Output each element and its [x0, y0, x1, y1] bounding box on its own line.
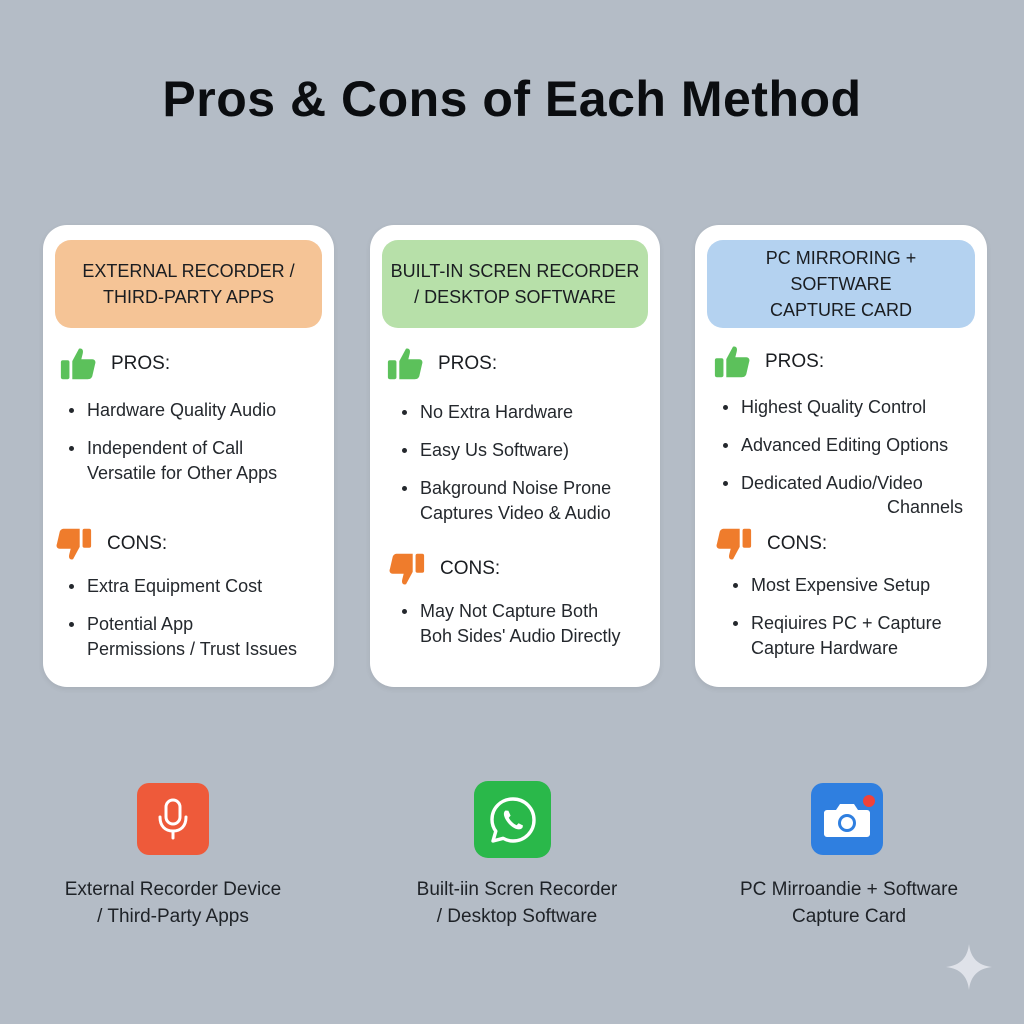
cons-list — [400, 599, 655, 662]
card-header: PC MIRRORING + SOFTWARE CAPTURE CARD — [707, 240, 975, 328]
thumbs-up-icon — [386, 345, 424, 383]
pros-item: Easy Us Software) — [400, 438, 655, 463]
pros-heading — [713, 343, 824, 381]
pros-item: Bakground Noise Prone Captures Video & Audio — [400, 476, 655, 526]
cons-heading — [388, 550, 500, 588]
thumbs-down-icon — [715, 525, 753, 563]
cons-label: CONS: — [107, 533, 168, 554]
microphone-icon — [153, 796, 193, 842]
camera-app-icon[interactable] — [811, 783, 883, 855]
pros-list — [721, 395, 983, 496]
card-header: EXTERNAL RECORDER / THIRD-PARTY APPS — [55, 240, 322, 328]
cons-item: Potential App Permissions / Trust Issues — [67, 612, 327, 662]
cons-heading — [715, 525, 827, 563]
app-caption-built-in-recorder: Built-iin Scren Recorder / Desktop Software — [416, 879, 618, 927]
cons-item: Reqiuires PC + Capture Capture Hardware — [731, 611, 983, 661]
pros-list — [67, 398, 327, 499]
card-header: BUILT-IN SCREN RECORDER / DESKTOP SOFTWARE — [382, 240, 648, 328]
whatsapp-app-icon[interactable] — [474, 781, 551, 858]
pros-item: No Extra Hardware — [400, 400, 655, 425]
cons-heading — [55, 525, 167, 563]
thumbs-down-icon — [55, 525, 93, 563]
pros-list — [400, 400, 655, 539]
whatsapp-icon — [486, 793, 540, 847]
pros-item: Independent of Call Versatile for Other Apps — [67, 436, 327, 486]
pros-item: Highest Quality Control — [721, 395, 983, 420]
cons-label: CONS: — [440, 558, 501, 579]
pros-item: Hardware Quality Audio — [67, 398, 327, 423]
method-card-external-recorder — [43, 225, 334, 687]
thumbs-up-icon — [59, 345, 97, 383]
app-caption-external-recorder: External Recorder Device / Third-Party Apps — [64, 879, 282, 927]
cons-item: Extra Equipment Cost — [67, 574, 327, 599]
cons-item: May Not Capture Both Boh Sides' Audio Directly — [400, 599, 655, 649]
sparkle-icon — [944, 942, 994, 992]
pros-label: PROS: — [111, 353, 171, 374]
thumbs-down-icon — [388, 550, 426, 588]
microphone-app-icon[interactable] — [137, 783, 209, 855]
pros-item: Advanced Editing Options — [721, 433, 983, 458]
thumbs-up-icon — [713, 343, 751, 381]
pros-label: PROS: — [765, 351, 825, 372]
method-card-built-in-recorder — [370, 225, 660, 687]
cons-list — [67, 574, 327, 675]
cons-list — [731, 573, 983, 674]
notification-dot — [863, 795, 875, 807]
app-caption-pc-mirroring: PC Mirroandie + Software Capture Card — [739, 879, 959, 927]
pros-label: PROS: — [438, 353, 498, 374]
cons-item: Most Expensive Setup — [731, 573, 983, 598]
pros-item-continuation: Channels — [887, 497, 964, 517]
page-title: Pros & Cons of Each Method — [162, 71, 862, 127]
pros-item: Dedicated Audio/Video — [721, 471, 983, 496]
pros-heading — [59, 345, 170, 383]
pros-heading — [386, 345, 497, 383]
cons-label: CONS: — [767, 533, 828, 554]
method-card-pc-mirroring — [695, 225, 987, 687]
